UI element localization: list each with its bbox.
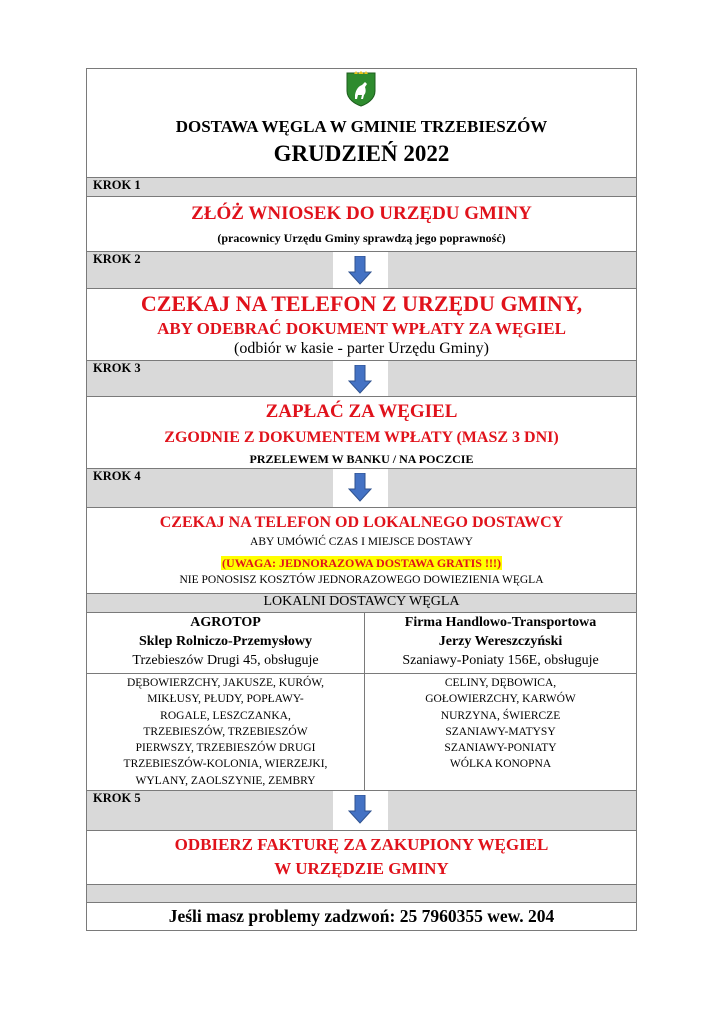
step-2-label-row xyxy=(87,251,636,288)
area-line: DĘBOWIERZCHY, JAKUSZE, KURÓW, xyxy=(126,677,325,689)
step-3-label-row xyxy=(87,360,636,396)
footer-row xyxy=(87,902,636,931)
page-subtitle: GRUDZIEŃ 2022 xyxy=(273,141,450,166)
step-2-heading-line2: ABY ODEBRAĆ DOKUMENT WPŁATY ZA WĘGIEL xyxy=(157,319,566,338)
header-section xyxy=(87,69,636,177)
supplier-left-areas xyxy=(87,674,364,790)
coat-of-arms-icon xyxy=(345,71,377,107)
step-4-line1: ABY UMÓWIĆ CZAS I MIEJSCE DOSTAWY xyxy=(250,536,473,548)
suppliers-names-row xyxy=(87,612,636,673)
step-4-highlight: (UWAGA: JEDNORAZOWA DOSTAWA GRATIS !!!) xyxy=(222,556,501,570)
step-3-subheading: ZGODNIE Z DOKUMENTEM WPŁATY (MASZ 3 DNI) xyxy=(164,429,559,446)
supplier-right-name: Firma Handlowo-Transportowa xyxy=(404,615,597,630)
area-line: TRZEBIESZÓW, TRZEBIESZÓW xyxy=(143,725,308,738)
step-2-content xyxy=(87,288,636,360)
step-3-note: PRZELEWEM W BANKU / NA POCZCIE xyxy=(249,452,474,466)
step-2-heading-line1: CZEKAJ NA TELEFON Z URZĘDU GMINY, xyxy=(140,291,583,316)
step-1-heading: ZŁÓŻ WNIOSEK DO URZĘDU GMINY xyxy=(191,203,532,224)
step-4-line2: NIE PONOSISZ KOSZTÓW JEDNORAZOWEGO DOWIEZIENIA WĘGLA xyxy=(179,574,544,586)
step-3-arrow-cell xyxy=(333,361,388,396)
supplier-right xyxy=(364,613,636,673)
supplier-left-name: AGROTOP xyxy=(190,615,261,630)
notice-document xyxy=(86,68,637,931)
supplier-left-subname: Sklep Rolniczo-Przemysłowy xyxy=(138,634,313,649)
supplier-right-areas xyxy=(364,674,636,790)
area-line: CELINY, DĘBOWICA, xyxy=(444,677,557,689)
step-4-content xyxy=(87,507,636,593)
page-title: DOSTAWA WĘGLA W GMINIE TRZEBIESZÓW xyxy=(175,117,548,136)
area-line: SZANIAWY-MATYSY xyxy=(445,725,556,738)
step-1-content xyxy=(87,196,636,251)
area-line: WYLANY, ZAOLSZYNIE, ZEMBRY xyxy=(135,774,316,787)
step-5-content xyxy=(87,830,636,884)
step-1-note: (pracownicy Urzędu Gminy sprawdzą jego poprawność) xyxy=(217,231,506,245)
supplier-left xyxy=(87,613,364,673)
step-2-label: KROK 2 xyxy=(93,252,141,266)
area-line: MIKŁUSY, PŁUDY, POPŁAWY- xyxy=(147,693,304,706)
step-4-label-row xyxy=(87,468,636,507)
area-line: GOŁOWIERZCHY, KARWÓW xyxy=(425,693,576,706)
area-line: TRZEBIESZÓW-KOLONIA, WIERZEJKI, xyxy=(123,758,328,771)
step-3-label: KROK 3 xyxy=(93,361,141,375)
arrow-down-icon xyxy=(348,256,372,285)
step-5-label-row xyxy=(87,790,636,830)
step-4-heading: CZEKAJ NA TELEFON OD LOKALNEGO DOSTAWCY xyxy=(159,514,564,531)
area-line: SZANIAWY-PONIATY xyxy=(444,742,557,755)
step-4-label: KROK 4 xyxy=(93,469,141,483)
arrow-down-icon xyxy=(348,365,372,394)
step-5-heading-line1: ODBIERZ FAKTURĘ ZA ZAKUPIONY WĘGIEL xyxy=(174,835,549,854)
area-line: PIERWSZY, TRZEBIESZÓW DRUGI xyxy=(135,742,316,755)
suppliers-areas-row xyxy=(87,673,636,790)
step-3-content xyxy=(87,396,636,468)
step-5-arrow-cell xyxy=(333,791,388,830)
area-line: ROGALE, LESZCZANKA, xyxy=(160,709,291,722)
suppliers-header-row xyxy=(87,593,636,612)
supplier-right-address: Szaniawy-Poniaty 156E, obsługuje xyxy=(402,653,599,668)
step-1-label: KROK 1 xyxy=(93,178,141,192)
contact-line: Jeśli masz problemy zadzwoń: 25 7960355 wew. 204 xyxy=(168,906,555,926)
suppliers-header: LOKALNI DOSTAWCY WĘGLA xyxy=(263,594,460,609)
step-5-label: KROK 5 xyxy=(93,791,141,805)
step-5-heading-line2: W URZĘDZIE GMINY xyxy=(274,859,449,878)
step-1-label-row xyxy=(87,177,636,196)
arrow-down-icon xyxy=(348,795,372,824)
step-3-heading: ZAPŁAĆ ZA WĘGIEL xyxy=(265,401,458,422)
area-line: WÓLKA KONOPNA xyxy=(449,758,552,771)
step-2-note: (odbiór w kasie - parter Urzędu Gminy) xyxy=(233,340,490,357)
area-line: NURZYNA, ŚWIERCZE xyxy=(440,709,561,722)
supplier-left-address: Trzebieszów Drugi 45, obsługuje xyxy=(132,653,319,668)
step-4-highlight-wrap xyxy=(87,554,636,572)
step-2-arrow-cell xyxy=(333,252,388,288)
step-4-arrow-cell xyxy=(333,469,388,507)
arrow-down-icon xyxy=(348,473,372,502)
spacer-row xyxy=(87,884,636,902)
supplier-right-subname: Jerzy Wereszczyński xyxy=(438,634,563,649)
